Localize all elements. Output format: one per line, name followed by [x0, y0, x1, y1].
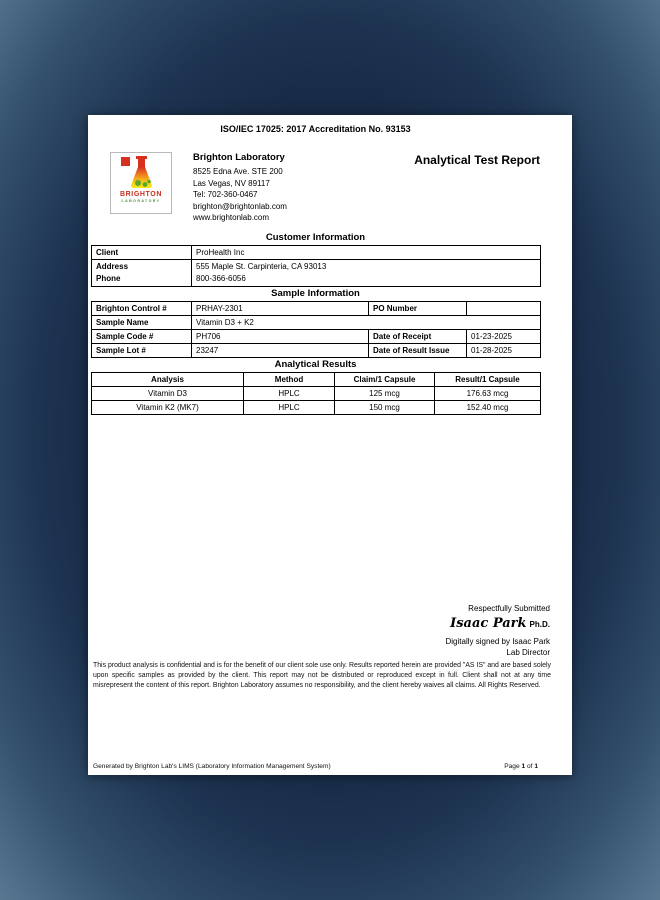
- digitally-signed-note: Digitally signed by Isaac Park: [445, 637, 550, 646]
- flask-icon: [119, 156, 163, 190]
- signature-block: [446, 604, 551, 658]
- control-label: Brighton Control #: [92, 301, 192, 315]
- col-header-method: Method: [244, 372, 335, 386]
- customer-info-table: [91, 245, 541, 287]
- report-title: Analytical Test Report: [414, 153, 540, 167]
- address-phone-labels: [92, 259, 192, 286]
- phone-value: 800-366-6056: [196, 273, 246, 283]
- signature-name: [446, 616, 551, 633]
- lab-name: Brighton Laboratory: [193, 152, 285, 163]
- result-analysis: Vitamin D3: [92, 386, 244, 400]
- results-table: [91, 372, 541, 415]
- col-header-result: Result/1 Capsule: [435, 372, 541, 386]
- receipt-date-value: 01-23-2025: [467, 329, 541, 343]
- lab-logo: [110, 152, 172, 214]
- logo-text-laboratory: LABORATORY: [121, 199, 161, 203]
- lab-phone: Tel: 702-360-0467: [193, 190, 258, 199]
- result-analysis: Vitamin K2 (MK7): [92, 400, 244, 414]
- lab-address2: Las Vegas, NV 89117: [193, 178, 270, 188]
- accreditation-line: ISO/IEC 17025: 2017 Accreditation No. 93153: [220, 124, 411, 134]
- of-label: of: [526, 763, 533, 770]
- table-row: [92, 329, 541, 343]
- table-row: [92, 343, 541, 357]
- table-row: [92, 400, 541, 414]
- receipt-date-label: Date of Receipt: [369, 329, 467, 343]
- table-row: [92, 315, 541, 329]
- logo-text-brighton: BRIGHTON: [119, 191, 162, 198]
- lab-info: [193, 152, 287, 224]
- signature-script: Isaac Park: [450, 616, 527, 631]
- report-header: [91, 152, 540, 224]
- page-total: 1: [534, 763, 538, 770]
- sample-info-table: [91, 301, 541, 358]
- address-label: Address: [96, 261, 129, 271]
- result-value: 176.63 mcg: [435, 386, 541, 400]
- table-row: [92, 301, 541, 315]
- lab-website: www.brightonlab.com: [193, 213, 270, 222]
- sample-lot-label: Sample Lot #: [92, 343, 192, 357]
- page-footer: [93, 763, 538, 770]
- sample-code-label: Sample Code #: [92, 329, 192, 343]
- address-value: 555 Maple St. Carpinteria, CA 93013: [196, 261, 327, 271]
- table-row: [92, 245, 541, 259]
- table-row: [92, 386, 541, 400]
- client-label: Client: [92, 245, 192, 259]
- result-claim: 150 mcg: [335, 400, 435, 414]
- page-label: Page: [504, 763, 520, 770]
- respectfully-submitted: Respectfully Submitted: [468, 604, 550, 613]
- sample-info-title: Sample Information: [271, 287, 360, 299]
- signature-degree: Ph.D.: [529, 620, 550, 629]
- results-header-row: [92, 372, 541, 386]
- disclaimer-text: This product analysis is confidential and is for the benefit of our client sole use only. Results reported herein are provided "AS IS" and are based solely upon specific samples as provided by the client. This report may not be distributed or reproduced except in full. Client shall not at any time misrepresent the content of this report. Brighton Laboratory assumes no responsibility, and the client hereby waives all claims. All Rights Reserved.: [93, 662, 551, 689]
- po-value: [467, 301, 541, 315]
- sample-lot-value: 23247: [192, 343, 369, 357]
- result-method: HPLC: [244, 400, 335, 414]
- col-header-claim: Claim/1 Capsule: [335, 372, 435, 386]
- address-phone-values: [192, 259, 541, 286]
- page-num: 1: [521, 763, 526, 770]
- issue-date-label: Date of Result Issue: [369, 343, 467, 357]
- footer-generated-by: Generated by Brighton Lab's LIMS (Laboratory Information Management System): [93, 763, 331, 770]
- lab-email: brighton@brightonlab.com: [193, 201, 287, 211]
- control-value: PRHAY-2301: [192, 301, 369, 315]
- customer-info-title: Customer Information: [265, 231, 366, 243]
- footer-page-number: [504, 763, 538, 770]
- lab-address1: 8525 Edna Ave. STE 200: [193, 167, 283, 176]
- phone-label: Phone: [96, 273, 121, 283]
- lab-director-title: Lab Director: [506, 648, 550, 657]
- sample-code-value: PH706: [192, 329, 369, 343]
- col-header-analysis: Analysis: [92, 372, 244, 386]
- po-label: PO Number: [369, 301, 467, 315]
- results-title: Analytical Results: [274, 358, 357, 370]
- sample-name-label: Sample Name: [92, 315, 192, 329]
- result-claim: 125 mcg: [335, 386, 435, 400]
- sample-name-value: Vitamin D3 + K2: [192, 315, 541, 329]
- result-value: 152.40 mcg: [435, 400, 541, 414]
- result-method: HPLC: [244, 386, 335, 400]
- report-page: [88, 115, 572, 775]
- client-value: ProHealth Inc: [192, 245, 541, 259]
- table-row: [92, 259, 541, 286]
- issue-date-value: 01-28-2025: [467, 343, 541, 357]
